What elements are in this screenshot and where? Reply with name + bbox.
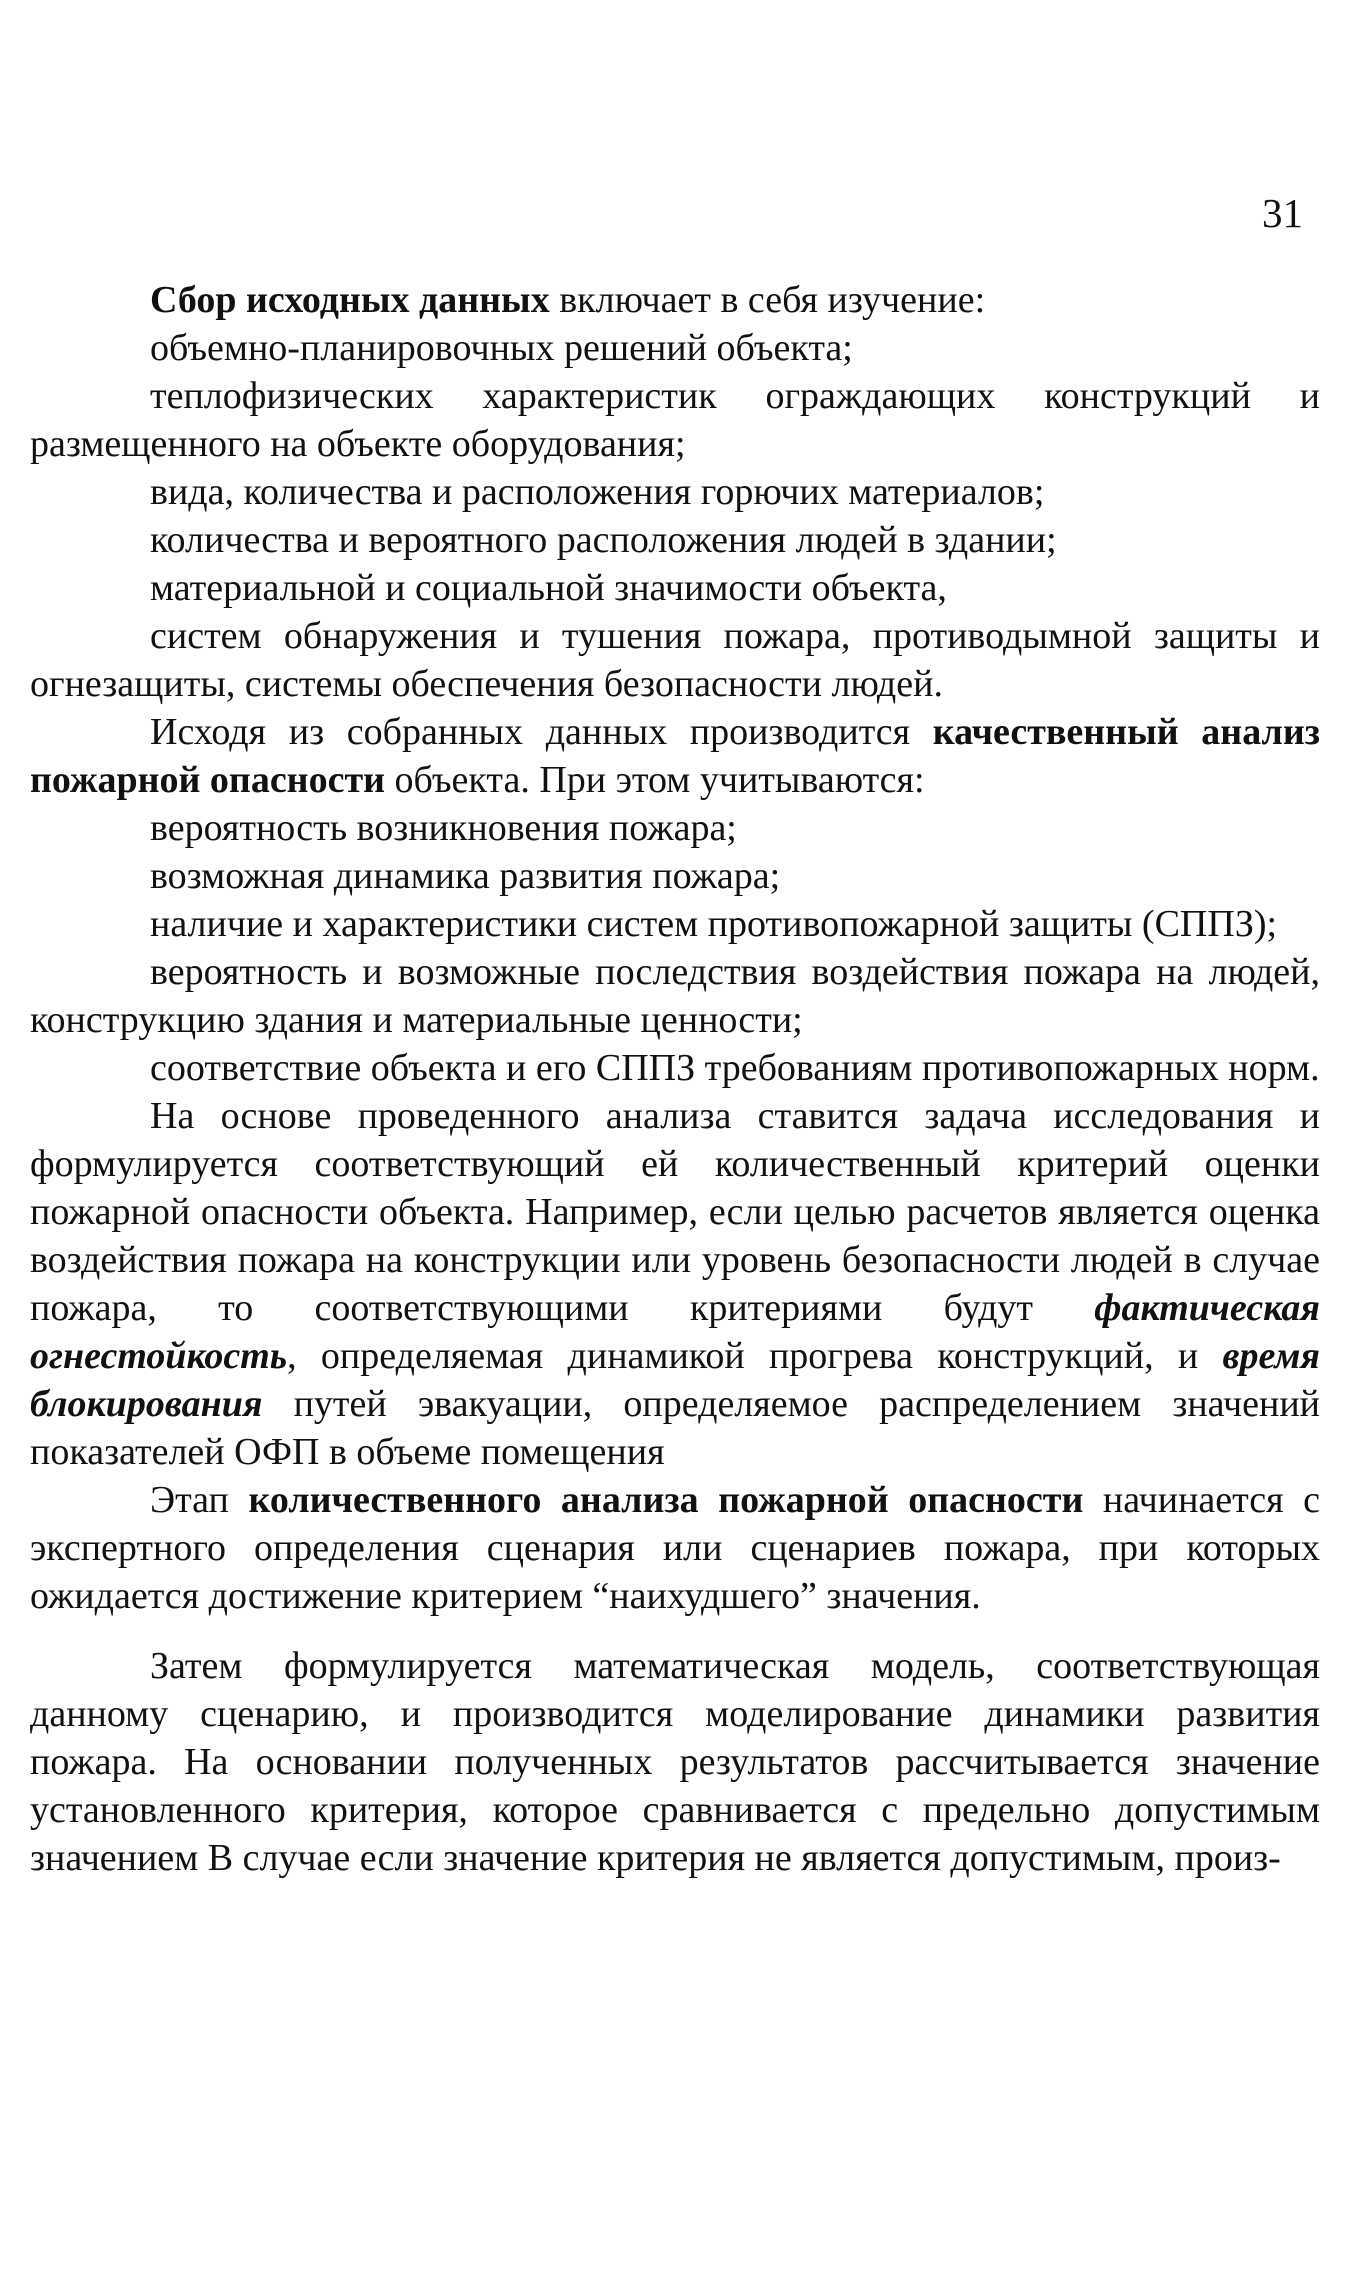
paragraph	[30, 468, 1320, 516]
emphasized-text: количественного анализа пожарной опасности	[248, 1479, 1084, 1521]
text-run: Затем формулируется математическая модель, соответствующая данному сценарию, и производится моделирование динамики развития пожара. На основании полученных результатов рассчитывается значение установленного критерия, которое сравнивается с предельно допустимым значением В случае если значение критерия не является допустимым, произ-	[30, 1645, 1320, 1879]
paragraph	[30, 1044, 1320, 1092]
text-run: Этап	[150, 1479, 249, 1521]
paragraph	[30, 516, 1320, 564]
text-run: материальной и социальной значимости объекта,	[150, 567, 947, 609]
text-run: На основе проведенного анализа ставится задача исследования и формулируется соответствующий ей количественный критерий оценки пожарной опасности объекта. Например, если целью расчетов является оценка воздействия пожара на конструкции или уровень безопасности людей в случае пожара, то соответствующими критериями будут	[30, 1095, 1320, 1329]
text-run: , определяемая динамикой прогрева конструкций, и	[287, 1335, 1223, 1377]
text-run: соответствие объекта и его СППЗ требованиям противопожарных норм.	[150, 1047, 1320, 1089]
text-run: теплофизических характеристик ограждающих конструкций и размещенного на объекте оборудования;	[30, 375, 1320, 465]
text-run: объемно-планировочных решений объекта;	[150, 327, 853, 369]
paragraph	[30, 1092, 1320, 1476]
page-number: 31	[1262, 190, 1303, 236]
text-run: вероятность возникновения пожара;	[150, 807, 737, 849]
text-run: количества и вероятного расположения людей в здании;	[150, 519, 1057, 561]
paragraph	[30, 612, 1320, 708]
paragraph	[30, 1476, 1320, 1620]
body-text	[30, 276, 1320, 1882]
emphasized-text: фактическая огнестойкость	[30, 1287, 1320, 1377]
paragraph	[30, 900, 1320, 948]
text-run: Исходя из собранных данных производится	[150, 711, 933, 753]
paragraph	[30, 372, 1320, 468]
text-run: систем обнаружения и тушения пожара, противодымной защиты и огнезащиты, системы обеспечения безопасности людей.	[30, 615, 1320, 705]
paragraph	[30, 708, 1320, 804]
emphasized-text: Сбор исходных данных	[150, 279, 550, 321]
text-run: начинается с экспертного определения сценария или сценариев пожара, при которых ожидается достижение критерием “наихудшего” значения.	[30, 1479, 1321, 1617]
text-run: путей эвакуации, определяемое распределением значений показателей ОФП в объеме помещения	[30, 1383, 1320, 1473]
emphasized-text: время блокирования	[30, 1335, 1320, 1425]
paragraph	[30, 276, 1320, 324]
paragraph	[30, 324, 1320, 372]
text-run: вероятность и возможные последствия воздействия пожара на людей, конструкцию здания и материальные ценности;	[30, 951, 1320, 1041]
emphasized-text: качественный анализ пожарной опасности	[30, 711, 1321, 801]
text-run: наличие и характеристики систем противопожарной защиты (СППЗ);	[150, 903, 1278, 945]
paragraph	[30, 852, 1320, 900]
text-run: возможная динамика развития пожара;	[150, 855, 781, 897]
text-run: вида, количества и расположения горючих материалов;	[150, 471, 1045, 513]
paragraph	[30, 804, 1320, 852]
paragraph	[30, 564, 1320, 612]
text-run: объекта. При этом учитываются:	[385, 759, 925, 801]
paragraph	[30, 948, 1320, 1044]
text-run: включает в себя изучение:	[549, 279, 986, 321]
paragraph	[30, 1642, 1320, 1882]
